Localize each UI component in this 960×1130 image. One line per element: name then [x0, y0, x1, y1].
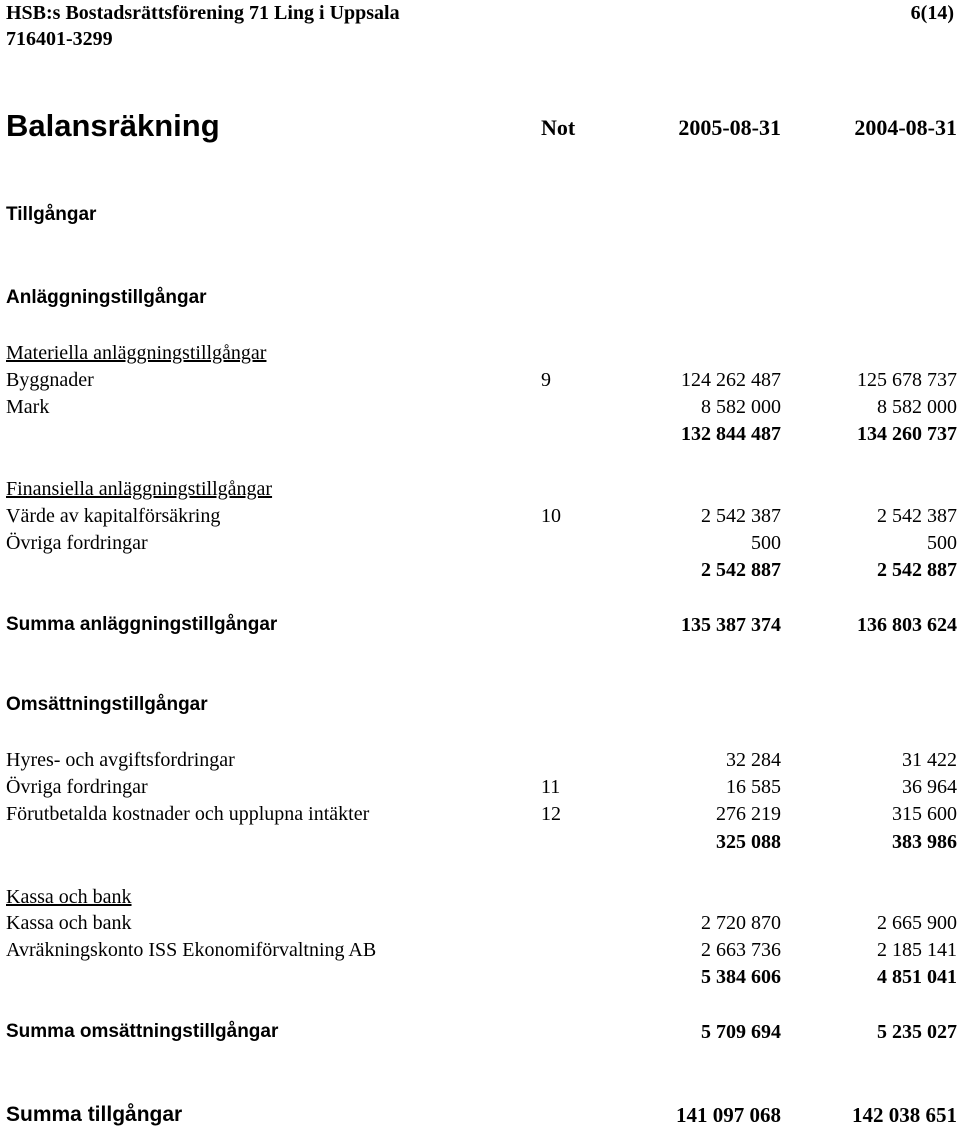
row-label: Avräkningskonto ISS Ekonomiförvaltning AB	[6, 939, 377, 961]
row-value-current: 16 585	[726, 776, 781, 798]
row-note: 11	[541, 776, 561, 798]
row-value-current: 32 284	[726, 749, 781, 771]
row-value-current: 2 542 387	[701, 505, 781, 527]
row-label: Hyres- och avgiftsfordringar	[6, 749, 235, 771]
row-value-previous: 36 964	[902, 776, 957, 798]
sum-label: Summa omsättningstillgångar	[6, 1021, 279, 1042]
row-value-current: 500	[751, 532, 781, 554]
row-value-previous: 2 185 141	[877, 939, 957, 961]
table-row	[0, 937, 960, 963]
organization-name: HSB:s Bostadsrättsförening 71 Ling i Uppsala	[6, 2, 400, 24]
row-label: Övriga fordringar	[6, 776, 148, 798]
subtotal-value-previous: 134 260 737	[857, 423, 957, 445]
row-value-previous: 2 665 900	[877, 912, 957, 934]
sum-current-assets-row	[0, 1019, 960, 1045]
subtotal-value-current: 132 844 487	[681, 423, 781, 445]
page-number: 6(14)	[910, 2, 954, 24]
row-label: Kassa och bank	[6, 912, 132, 934]
subtotal-value-current: 325 088	[716, 831, 781, 853]
page-title: Balansräkning	[6, 108, 220, 143]
row-value-current: 276 219	[716, 803, 781, 825]
table-row	[0, 530, 960, 556]
row-label: Kassa och bank	[6, 886, 132, 908]
table-row	[0, 367, 960, 393]
table-row	[0, 747, 960, 773]
total-assets-row	[0, 1102, 960, 1128]
row-label: Värde av kapitalförsäkring	[6, 505, 221, 527]
column-header-note: Not	[541, 115, 576, 140]
document-header	[6, 0, 400, 52]
row-label: Mark	[6, 396, 50, 418]
total-label: Summa tillgångar	[6, 1103, 183, 1126]
total-value-previous: 142 038 651	[852, 1103, 957, 1127]
sum-value-current: 5 709 694	[701, 1021, 781, 1043]
subheading-financial-assets	[0, 476, 960, 502]
row-value-current: 2 663 736	[701, 939, 781, 961]
subtotal-row	[0, 829, 960, 855]
organization-number: 716401-3299	[6, 28, 113, 50]
sum-value-previous: 5 235 027	[877, 1021, 957, 1043]
column-header-current-year: 2005-08-31	[678, 115, 781, 140]
row-value-previous: 2 542 387	[877, 505, 957, 527]
row-value-previous: 125 678 737	[857, 369, 957, 391]
row-value-previous: 31 422	[902, 749, 957, 771]
subtotal-row	[0, 421, 960, 447]
sum-fixed-assets-row	[0, 612, 960, 638]
row-note: 12	[541, 803, 561, 825]
section-heading-assets: Tillgångar	[6, 204, 97, 225]
row-value-previous: 8 582 000	[877, 396, 957, 418]
subtotal-row	[0, 964, 960, 990]
table-row	[0, 910, 960, 936]
subtotal-value-previous: 4 851 041	[877, 966, 957, 988]
row-label: Materiella anläggningstillgångar	[6, 342, 267, 364]
row-label: Förutbetalda kostnader och upplupna intäkter	[6, 803, 370, 825]
row-value-previous: 315 600	[892, 803, 957, 825]
table-row	[0, 503, 960, 529]
sum-value-previous: 136 803 624	[857, 614, 957, 636]
row-label: Byggnader	[6, 369, 94, 391]
subtotal-value-previous: 2 542 887	[877, 559, 957, 581]
subheading-tangible-assets	[0, 340, 960, 366]
row-value-current: 124 262 487	[681, 369, 781, 391]
subheading-cash-and-bank	[0, 884, 960, 910]
table-row	[0, 801, 960, 827]
row-note: 9	[541, 369, 551, 391]
row-value-previous: 500	[927, 532, 957, 554]
table-row	[0, 394, 960, 420]
subtotal-value-previous: 383 986	[892, 831, 957, 853]
title-row	[0, 106, 960, 146]
heading-fixed-assets: Anläggningstillgångar	[6, 287, 207, 308]
subtotal-value-current: 5 384 606	[701, 966, 781, 988]
sum-value-current: 135 387 374	[681, 614, 781, 636]
row-label: Övriga fordringar	[6, 532, 148, 554]
row-value-current: 2 720 870	[701, 912, 781, 934]
total-value-current: 141 097 068	[676, 1103, 781, 1127]
sum-label: Summa anläggningstillgångar	[6, 614, 278, 635]
table-row	[0, 774, 960, 800]
row-label: Finansiella anläggningstillgångar	[6, 478, 273, 500]
heading-current-assets: Omsättningstillgångar	[6, 694, 208, 715]
row-value-current: 8 582 000	[701, 396, 781, 418]
row-note: 10	[541, 505, 561, 527]
column-header-previous-year: 2004-08-31	[854, 115, 957, 140]
subtotal-row	[0, 557, 960, 583]
subtotal-value-current: 2 542 887	[701, 559, 781, 581]
